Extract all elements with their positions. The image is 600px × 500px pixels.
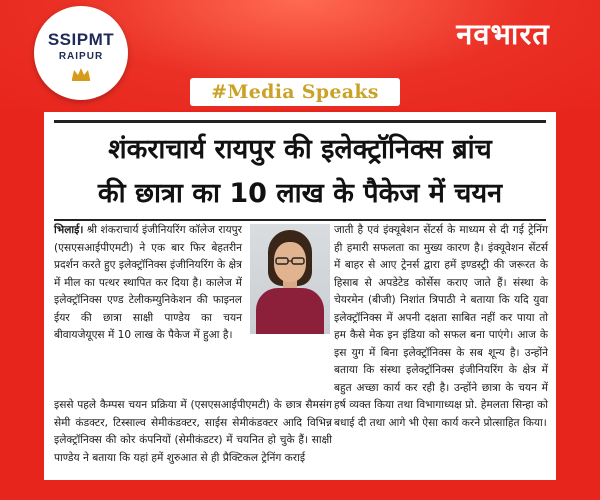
headline-line-2: की छात्रा का 10 लाख के पैकेज में चयन (97, 178, 503, 209)
article-text-left-top: श्री शंकराचार्य इंजीनियरिंग कॉलेज रायपुर (एसएसआईपीएमटी) ने एक बार फिर बेहतरीन प्रदर्शन करते हुए इलेक्ट्रॉनिक्स इंजीनियरिंग के क्षेत्र में मील का पत्थर स्थापित कर दिया है। कालेज में इलेक्ट्रॉनिक्स एण्ड टेलीकम्युनिकेशन की फाइनल ईयर की छात्रा साक्षी पाण्डेय का चयन बीवायजेयूएस में 10 लाख के पैकेज में हुआ है। (54, 224, 242, 341)
college-logo (34, 6, 128, 100)
logo-name: SSIPMT (47, 30, 115, 49)
article-left-bottom: इससे पहले कैम्पस चयन प्रक्रिया में (एसएसआईपीएमटी) के छात्र सैमसंग सेमी कंडक्टर, टिस्साल्व सेमीकंडक्टर, साईस सेमीकंडक्टर आदि विभिन्न इलेक्ट्रॉनिक्स की कोर कंपनियों (सेमीकंडटर) में चयनित हो चुके हैं। साक्षी पाण्डेय ने बताया कि यहां हमें शुरुआत से ही प्रैक्टिकल ट्रेनिंग कराई (54, 399, 332, 464)
student-photo (250, 224, 330, 334)
news-clipping (44, 112, 556, 480)
media-speaks-text: #Media Speaks (211, 81, 379, 103)
logo-city: RAIPUR (58, 51, 104, 62)
newspaper-masthead: नवभारत (456, 17, 550, 51)
headline (54, 120, 546, 221)
crown-icon (70, 66, 92, 82)
article-left-top (54, 222, 242, 345)
headline-line-1: शंकराचार्य रायपुर की इलेक्ट्रॉनिक्स ब्रांच (108, 134, 492, 165)
media-speaks-banner (190, 78, 400, 106)
dateline: भिलाई। (54, 224, 84, 236)
article-right-column: जाती है एवं इंक्यूबेशन सेंटर्स के माध्यम से दी गई ट्रेनिंग ही हमारी सफलता का मुख्य कारण है। इंक्यूवेशन सेंटर्स में बाहर से आए ट्रेनर्स द्वारा हमें इण्डस्ट्री की जरूरत के हिसाब से अपडेटेड कोर्सेस कराए जाते हैं। संस्था के चेयरमेन (बीजी) निशांत त्रिपाठी ने बताया कि यदि युवा इलेक्ट्रॉनिक्स में अपनी दक्षता साबित नहीं कर पाया तो हम कैसे मेक इन इंडिया को सफल बना पाएंगे। आज के इस युग में बिना इलेक्ट्रॉनिक्स के सब शून्य है। उन्होंने बताया कि संस्था इलेक्ट्रॉनिक्स इंजीनियरिंग के क्षेत्र में बहुत अच्छा कार्य कर रही है। उन्होंने छात्रा के चयन में हर्ष व्यक्त किया तथा विभागाध्यक्ष प्रो. हेमलता सिन्हा को बधाई दी तथा आगे भी ऐसा कार्य करने प्रोत्साहित किया। (334, 224, 548, 429)
glasses-icon (274, 257, 306, 265)
